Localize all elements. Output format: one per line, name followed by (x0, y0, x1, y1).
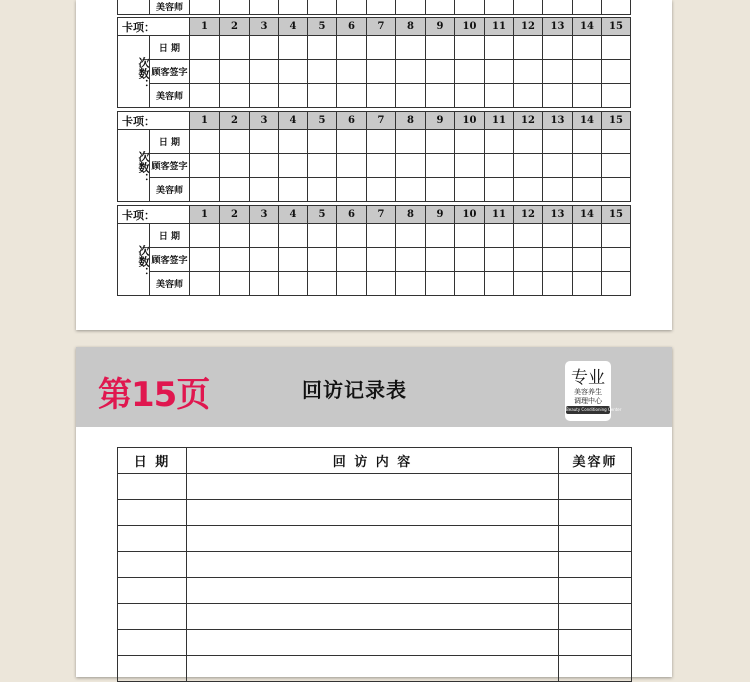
signature-cell[interactable] (602, 224, 631, 248)
signature-cell[interactable] (514, 154, 543, 178)
visit-content-cell[interactable] (187, 630, 559, 656)
column-number: 14 (573, 18, 602, 36)
logo-tagline: Beauty Conditioning Center (566, 407, 622, 412)
signature-cell[interactable] (514, 178, 543, 202)
column-number: 2 (220, 206, 250, 224)
column-number: 5 (308, 18, 337, 36)
grid-row (118, 60, 631, 84)
signature-cell[interactable] (514, 272, 543, 296)
signature-cell[interactable] (514, 60, 543, 84)
signature-cell[interactable] (220, 60, 250, 84)
header-beautician: 美容师 (559, 448, 632, 474)
signature-cell[interactable] (543, 178, 573, 202)
signature-cell[interactable] (250, 272, 279, 296)
page-title: 回访记录表 (302, 378, 407, 402)
visit-row (118, 552, 632, 578)
logo-main-text: 专业 (571, 368, 605, 388)
count-label: 次数： (118, 130, 150, 202)
signature-cell[interactable] (396, 60, 426, 84)
column-number: 8 (396, 112, 426, 130)
signature-cell[interactable] (279, 224, 308, 248)
grid-row (118, 272, 631, 296)
signature-cell[interactable] (337, 248, 367, 272)
visit-row (118, 630, 632, 656)
visit-beautician-cell[interactable] (559, 474, 632, 500)
signature-cell[interactable] (573, 248, 602, 272)
column-number: 12 (514, 18, 543, 36)
signature-cell[interactable] (396, 84, 426, 108)
column-number: 6 (337, 18, 367, 36)
signature-cell[interactable] (573, 224, 602, 248)
column-number: 15 (602, 112, 631, 130)
signature-cell[interactable] (250, 84, 279, 108)
signature-cell[interactable] (573, 130, 602, 154)
grid-row (118, 154, 631, 178)
column-number: 9 (426, 18, 455, 36)
signature-cell[interactable] (220, 154, 250, 178)
signature-cell[interactable] (279, 154, 308, 178)
signature-cell[interactable] (250, 178, 279, 202)
signature-cell[interactable] (308, 36, 337, 60)
column-number: 10 (455, 18, 485, 36)
signature-cell[interactable] (367, 60, 396, 84)
column-number: 11 (485, 112, 514, 130)
signature-cell[interactable] (573, 84, 602, 108)
signature-cell[interactable] (602, 84, 631, 108)
signature-cell[interactable] (514, 248, 543, 272)
signature-cell[interactable] (396, 36, 426, 60)
column-number: 7 (367, 112, 396, 130)
signature-cell[interactable] (220, 84, 250, 108)
signature-cell[interactable] (220, 248, 250, 272)
signature-cell[interactable] (396, 154, 426, 178)
signature-cell[interactable] (514, 84, 543, 108)
row-label-customer: 顾客签字 (150, 154, 190, 178)
signature-cell[interactable] (190, 84, 220, 108)
signature-cell[interactable] (485, 130, 514, 154)
visit-content-cell[interactable] (187, 526, 559, 552)
grid-header-row (118, 206, 631, 224)
signature-cell[interactable] (543, 84, 573, 108)
row-label-date: 日 期 (150, 36, 190, 60)
visit-date-cell[interactable] (118, 630, 187, 656)
signature-cell[interactable] (308, 130, 337, 154)
column-number: 14 (573, 206, 602, 224)
signature-cell[interactable] (426, 60, 455, 84)
signature-cell[interactable] (602, 36, 631, 60)
column-number: 15 (602, 206, 631, 224)
row-label-customer: 顾客签字 (150, 60, 190, 84)
signature-cell[interactable] (250, 36, 279, 60)
grid-row (118, 224, 631, 248)
signature-cell[interactable] (396, 272, 426, 296)
card-grid-block-1 (117, 17, 631, 108)
column-number: 10 (455, 112, 485, 130)
card-item-label: 卡项： (118, 18, 190, 36)
visit-beautician-cell[interactable] (559, 526, 632, 552)
column-number: 7 (367, 206, 396, 224)
signature-cell[interactable] (190, 178, 220, 202)
signature-cell[interactable] (426, 248, 455, 272)
page-banner (76, 347, 672, 427)
signature-cell[interactable] (220, 36, 250, 60)
signature-cell[interactable] (602, 154, 631, 178)
visit-date-cell[interactable] (118, 526, 187, 552)
signature-cell[interactable] (455, 60, 485, 84)
signature-cell[interactable] (396, 130, 426, 154)
signature-cell[interactable] (250, 224, 279, 248)
visit-row (118, 656, 632, 682)
signature-cell[interactable] (279, 60, 308, 84)
signature-cell[interactable] (573, 36, 602, 60)
column-number: 3 (250, 112, 279, 130)
visit-table-header (118, 448, 632, 474)
signature-cell[interactable] (485, 248, 514, 272)
signature-cell[interactable] (543, 272, 573, 296)
signature-cell[interactable] (367, 224, 396, 248)
row-label-date: 日 期 (150, 224, 190, 248)
count-label: 次数： (118, 224, 150, 296)
signature-cell[interactable] (573, 60, 602, 84)
signature-cell[interactable] (279, 36, 308, 60)
signature-cell[interactable] (308, 60, 337, 84)
signature-cell[interactable] (367, 178, 396, 202)
signature-cell[interactable] (426, 36, 455, 60)
signature-cell[interactable] (573, 272, 602, 296)
signature-cell[interactable] (279, 248, 308, 272)
signature-cell[interactable] (514, 224, 543, 248)
visit-content-cell[interactable] (187, 578, 559, 604)
logo-line-1: 美容养生 (574, 388, 602, 396)
column-number: 1 (190, 112, 220, 130)
signature-cell[interactable] (573, 154, 602, 178)
visit-row (118, 604, 632, 630)
signature-cell[interactable] (455, 272, 485, 296)
visit-beautician-cell[interactable] (559, 656, 632, 682)
card-item-label: 卡项： (118, 112, 190, 130)
visit-beautician-cell[interactable] (559, 578, 632, 604)
signature-cell[interactable] (367, 154, 396, 178)
grid-row (118, 36, 631, 60)
signature-cell[interactable] (337, 178, 367, 202)
signature-cell[interactable] (337, 272, 367, 296)
signature-cell[interactable] (337, 224, 367, 248)
signature-cell[interactable] (367, 84, 396, 108)
card-grid-block-2 (117, 111, 631, 202)
page-number: 第15页 (98, 375, 210, 415)
brand-logo (565, 361, 622, 421)
visit-row (118, 578, 632, 604)
column-number: 8 (396, 18, 426, 36)
signature-cell[interactable] (485, 84, 514, 108)
grid-header-row (118, 112, 631, 130)
card-item-label: 卡项： (118, 206, 190, 224)
column-number: 1 (190, 206, 220, 224)
visit-date-cell[interactable] (118, 500, 187, 526)
column-number: 13 (543, 112, 573, 130)
signature-cell[interactable] (308, 248, 337, 272)
signature-cell[interactable] (602, 178, 631, 202)
visit-content-cell[interactable] (187, 604, 559, 630)
signature-cell[interactable] (543, 130, 573, 154)
signature-cell[interactable] (455, 84, 485, 108)
count-label: 次数： (118, 36, 150, 108)
visit-date-cell[interactable] (118, 552, 187, 578)
visit-content-cell[interactable] (187, 474, 559, 500)
card-grid-partial (117, 0, 631, 15)
visit-date-cell[interactable] (118, 578, 187, 604)
signature-cell[interactable] (337, 130, 367, 154)
column-number: 11 (485, 18, 514, 36)
signature-cell[interactable] (279, 84, 308, 108)
signature-cell[interactable] (190, 154, 220, 178)
row-label-customer: 顾客签字 (150, 248, 190, 272)
column-number: 12 (514, 112, 543, 130)
signature-cell[interactable] (250, 60, 279, 84)
signature-cell[interactable] (279, 178, 308, 202)
visit-record-table (117, 447, 632, 682)
visit-beautician-cell[interactable] (559, 552, 632, 578)
signature-cell[interactable] (308, 178, 337, 202)
visit-beautician-cell[interactable] (559, 500, 632, 526)
signature-cell[interactable] (426, 154, 455, 178)
signature-cell[interactable] (396, 248, 426, 272)
grid-header-row (118, 18, 631, 36)
signature-cell[interactable] (279, 130, 308, 154)
visit-content-cell[interactable] (187, 500, 559, 526)
signature-cell[interactable] (337, 60, 367, 84)
grid-row (118, 130, 631, 154)
signature-cell[interactable] (602, 130, 631, 154)
signature-cell[interactable] (367, 248, 396, 272)
signature-cell[interactable] (602, 60, 631, 84)
visit-date-cell[interactable] (118, 474, 187, 500)
column-number: 5 (308, 112, 337, 130)
signature-cell[interactable] (514, 36, 543, 60)
signature-cell[interactable] (367, 272, 396, 296)
card-grid-block-3 (117, 205, 631, 296)
column-number: 14 (573, 112, 602, 130)
signature-cell[interactable] (396, 178, 426, 202)
grid-row (118, 248, 631, 272)
visit-date-cell[interactable] (118, 604, 187, 630)
signature-cell[interactable] (455, 248, 485, 272)
signature-cell[interactable] (308, 224, 337, 248)
row-label-date: 日 期 (150, 130, 190, 154)
signature-cell[interactable] (426, 130, 455, 154)
signature-cell[interactable] (190, 224, 220, 248)
header-content: 回 访 内 容 (187, 448, 559, 474)
column-number: 6 (337, 112, 367, 130)
column-number: 13 (543, 206, 573, 224)
visit-beautician-cell[interactable] (559, 630, 632, 656)
column-number: 2 (220, 112, 250, 130)
signature-cell[interactable] (543, 36, 573, 60)
column-number: 13 (543, 18, 573, 36)
signature-cell[interactable] (426, 84, 455, 108)
signature-cell[interactable] (426, 224, 455, 248)
signature-cell[interactable] (367, 130, 396, 154)
signature-cell[interactable] (337, 154, 367, 178)
signature-cell[interactable] (543, 154, 573, 178)
signature-cell[interactable] (485, 224, 514, 248)
column-number: 4 (279, 112, 308, 130)
signature-cell[interactable] (367, 36, 396, 60)
grid-row (118, 178, 631, 202)
signature-cell[interactable] (543, 60, 573, 84)
column-number: 8 (396, 206, 426, 224)
column-number: 4 (279, 206, 308, 224)
visit-content-cell[interactable] (187, 552, 559, 578)
visit-beautician-cell[interactable] (559, 604, 632, 630)
signature-cell[interactable] (455, 154, 485, 178)
grid-row (118, 84, 631, 108)
column-number: 2 (220, 18, 250, 36)
signature-cell[interactable] (455, 36, 485, 60)
visit-row (118, 474, 632, 500)
visit-content-cell[interactable] (187, 656, 559, 682)
signature-cell[interactable] (220, 224, 250, 248)
column-number: 4 (279, 18, 308, 36)
column-number: 9 (426, 112, 455, 130)
signature-cell[interactable] (190, 272, 220, 296)
signature-cell[interactable] (485, 36, 514, 60)
visit-row (118, 500, 632, 526)
signature-cell[interactable] (308, 84, 337, 108)
column-number: 1 (190, 18, 220, 36)
signature-cell[interactable] (543, 248, 573, 272)
signature-cell[interactable] (485, 154, 514, 178)
signature-cell[interactable] (250, 154, 279, 178)
signature-cell[interactable] (308, 154, 337, 178)
column-number: 5 (308, 206, 337, 224)
signature-cell[interactable] (514, 130, 543, 154)
signature-cell[interactable] (308, 272, 337, 296)
signature-cell[interactable] (455, 130, 485, 154)
signature-cell[interactable] (279, 272, 308, 296)
column-number: 11 (485, 206, 514, 224)
signature-cell[interactable] (250, 130, 279, 154)
signature-cell[interactable] (426, 178, 455, 202)
signature-cell[interactable] (455, 178, 485, 202)
header-date: 日 期 (118, 448, 187, 474)
signature-cell[interactable] (602, 248, 631, 272)
row-label-beautician: 美容师 (150, 272, 190, 296)
signature-cell[interactable] (337, 84, 367, 108)
signature-cell[interactable] (485, 178, 514, 202)
signature-cell[interactable] (190, 36, 220, 60)
column-number: 3 (250, 206, 279, 224)
signature-cell[interactable] (220, 178, 250, 202)
signature-cell[interactable] (190, 248, 220, 272)
signature-cell[interactable] (190, 130, 220, 154)
column-number: 12 (514, 206, 543, 224)
signature-cell[interactable] (220, 272, 250, 296)
signature-cell[interactable] (426, 272, 455, 296)
row-label-beautician: 美容师 (150, 0, 190, 15)
signature-cell[interactable] (337, 36, 367, 60)
column-number: 15 (602, 18, 631, 36)
signature-cell[interactable] (250, 248, 279, 272)
column-number: 10 (455, 206, 485, 224)
column-number: 7 (367, 18, 396, 36)
signature-cell[interactable] (455, 224, 485, 248)
signature-cell[interactable] (485, 272, 514, 296)
row-label-beautician: 美容师 (150, 84, 190, 108)
column-number: 3 (250, 18, 279, 36)
logo-line-2: 调理中心 (574, 397, 602, 405)
column-number: 9 (426, 206, 455, 224)
signature-cell[interactable] (485, 60, 514, 84)
signature-cell[interactable] (396, 224, 426, 248)
signature-cell[interactable] (602, 272, 631, 296)
grid-row (118, 0, 631, 15)
signature-cell[interactable] (573, 178, 602, 202)
visit-row (118, 526, 632, 552)
row-label-beautician: 美容师 (150, 178, 190, 202)
signature-cell[interactable] (543, 224, 573, 248)
signature-cell[interactable] (190, 60, 220, 84)
column-number: 6 (337, 206, 367, 224)
signature-cell[interactable] (220, 130, 250, 154)
visit-date-cell[interactable] (118, 656, 187, 682)
